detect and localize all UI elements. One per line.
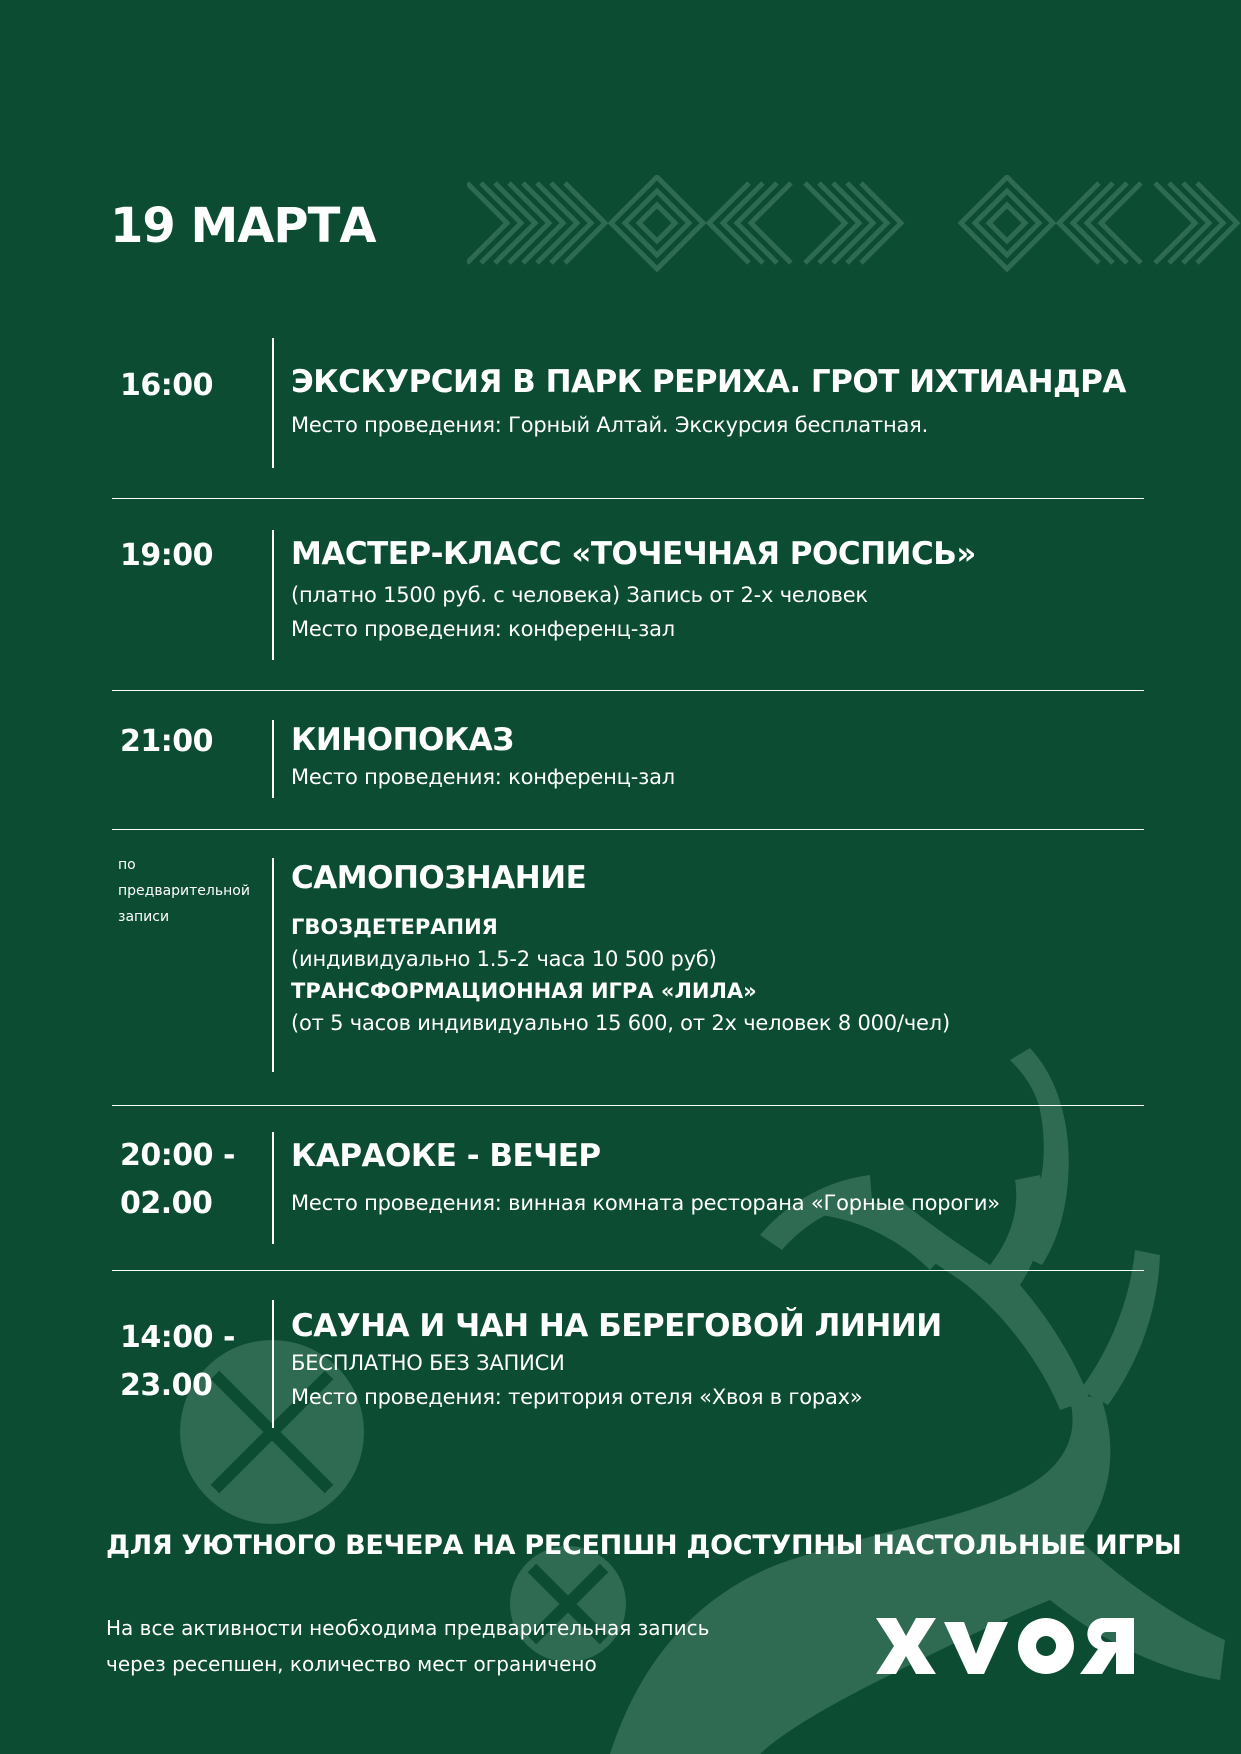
event-divider — [272, 1132, 274, 1244]
event-row — [112, 338, 1144, 468]
event-time: 14:00 - 23.00 — [120, 1320, 235, 1403]
event-title: САУНА И ЧАН НА БЕРЕГОВОЙ ЛИНИИ — [291, 1308, 942, 1344]
divider-line — [112, 1105, 1144, 1106]
date-title: 19 МАРТА — [110, 198, 376, 254]
event-title: КАРАОКЕ - ВЕЧЕР — [291, 1138, 601, 1174]
event-content — [291, 362, 1144, 442]
board-games-note: ДЛЯ УЮТНОГО ВЕЧЕРА НА РЕСЕПШН ДОСТУПНЫ НАСТОЛЬНЫЕ ИГРЫ — [106, 1530, 1182, 1561]
event-detail: Место проведения: конференц-зал — [291, 765, 675, 789]
event-detail: Место проведения: територия отеля «Хвоя в горах» — [291, 1385, 863, 1409]
event-time: 21:00 — [120, 724, 213, 759]
event-row — [112, 858, 1144, 1072]
divider-line — [112, 498, 1144, 499]
event-time: 16:00 — [120, 368, 213, 403]
footnote-line: через ресепшен, количество мест ограничено — [106, 1652, 597, 1676]
divider-line — [112, 1270, 1144, 1271]
event-item-name: ТРАНСФОРМАЦИОННАЯ ИГРА «ЛИЛА» — [291, 979, 757, 1003]
event-item-detail: (индивидуально 1.5-2 часа 10 500 руб) — [291, 947, 717, 971]
divider-line — [112, 690, 1144, 691]
event-time: 19:00 — [120, 538, 213, 573]
event-divider — [272, 338, 274, 468]
event-divider — [272, 720, 274, 798]
event-row — [112, 1300, 1144, 1428]
event-time: по предварительной записи — [118, 857, 250, 925]
event-detail: (платно 1500 руб. с человека) Запись от 2-х человек — [291, 583, 868, 607]
event-item-detail: (от 5 часов индивидуально 15 600, от 2х человек 8 000/чел) — [291, 1011, 950, 1035]
event-content — [291, 1306, 1144, 1414]
event-title: КИНОПОКАЗ — [291, 722, 514, 758]
event-item-name: ГВОЗДЕТЕРАПИЯ — [291, 915, 498, 939]
event-row — [112, 720, 1144, 798]
event-title: ЭКСКУРСИЯ В ПАРК РЕРИХА. ГРОТ ИХТИАНДРА — [291, 364, 1126, 400]
event-divider — [272, 858, 274, 1072]
event-divider — [272, 530, 274, 660]
event-row — [112, 530, 1144, 660]
event-detail: Место проведения: конференц-зал — [291, 617, 675, 641]
event-time: 20:00 - 02.00 — [120, 1138, 235, 1221]
divider-line — [112, 829, 1144, 830]
event-content — [291, 534, 1144, 646]
event-title: САМОПОЗНАНИЕ — [291, 860, 587, 896]
event-detail: БЕСПЛАТНО БЕЗ ЗАПИСИ — [291, 1351, 565, 1375]
event-detail: Место проведения: винная комната ресторана «Горные пороги» — [291, 1191, 1000, 1215]
footnote-line: На все активности необходима предварительная запись — [106, 1616, 710, 1640]
khvoya-logo — [876, 1614, 1136, 1678]
event-content — [291, 1136, 1144, 1220]
ornament-band — [467, 175, 1241, 272]
booking-footnote — [106, 1610, 709, 1682]
event-content — [291, 720, 1144, 794]
event-divider — [272, 1300, 274, 1428]
event-detail: Место проведения: Горный Алтай. Экскурсия бесплатная. — [291, 413, 929, 437]
event-content — [291, 858, 1144, 1040]
event-title: МАСТЕР-КЛАСС «ТОЧЕЧНАЯ РОСПИСЬ» — [291, 536, 976, 572]
event-row — [112, 1132, 1144, 1244]
